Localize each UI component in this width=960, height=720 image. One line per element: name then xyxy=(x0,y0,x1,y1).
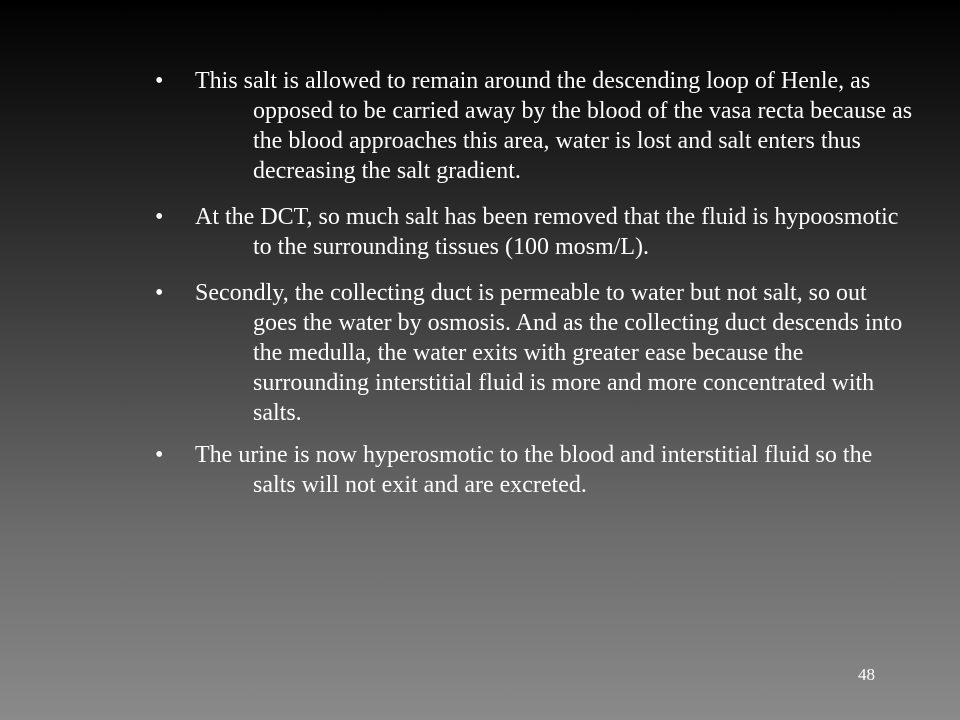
bullet-item xyxy=(155,440,915,500)
bullet-icon: • xyxy=(155,204,164,230)
bullet-icon: • xyxy=(155,280,164,306)
bullet-item xyxy=(155,278,915,428)
bullet-list xyxy=(155,66,915,516)
bullet-item xyxy=(155,66,915,186)
page-number: 48 xyxy=(858,665,875,684)
bullet-text: At the DCT, so much salt has been removed that the fluid is hypoosmotic to the surrounding tissues (100 mosm/L). xyxy=(195,204,899,260)
bullet-icon: • xyxy=(155,68,164,94)
bullet-text: The urine is now hyperosmotic to the blood and interstitial fluid so the salts will not exit and are excreted. xyxy=(195,442,873,498)
bullet-text: This salt is allowed to remain around the descending loop of Henle, as opposed to be carried away by the blood of the vasa recta because as the blood approaches this area, water is lost and salt enters thus decreasing the salt gradient. xyxy=(195,68,913,184)
bullet-item xyxy=(155,202,915,262)
bullet-icon: • xyxy=(155,442,164,468)
bullet-text: Secondly, the collecting duct is permeable to water but not salt, so out goes the water by osmosis. And as the collecting duct descends into the medulla, the water exits with greater ease because the surrounding interstitial fluid is more and more concentrated with salts. xyxy=(195,280,903,426)
